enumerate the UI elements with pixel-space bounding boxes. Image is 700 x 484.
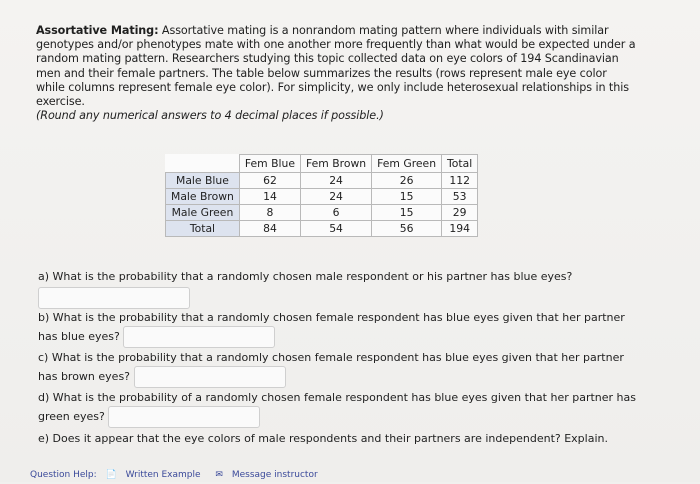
question-c-text: c) What is the probability that a randomly chosen female respondent has blue eyes given that her partner: [38, 351, 624, 364]
eye-color-table: [165, 154, 478, 237]
table-cell: 14: [239, 189, 300, 205]
col-header: Fem Blue: [239, 155, 300, 173]
question-d-text: d) What is the probability of a randomly chosen female respondent has blue eyes given that her partner has: [38, 391, 637, 404]
table-row: [166, 173, 478, 189]
table-row: [166, 189, 478, 205]
question-d-text-cont: green eyes?: [38, 410, 105, 423]
col-header: Total: [442, 155, 478, 173]
table-row: [166, 205, 478, 221]
answer-a-input[interactable]: [38, 287, 190, 309]
table-cell: 15: [372, 205, 442, 221]
question-e: [38, 430, 638, 447]
row-header: Male Brown: [166, 189, 240, 205]
row-header: Total: [166, 221, 240, 237]
question-help-label: Question Help:: [30, 470, 97, 480]
rounding-note: (Round any numerical answers to 4 decimal places if possible.): [36, 109, 384, 123]
table-cell: 56: [372, 221, 442, 237]
table-cell: 6: [301, 205, 372, 221]
table-cell: 62: [239, 173, 300, 189]
table-cell: 112: [442, 173, 478, 189]
table-cell: 24: [301, 173, 372, 189]
question-a-text: a) What is the probability that a randomly chosen male respondent or his partner has blue eyes?: [38, 270, 573, 283]
question-a: [38, 268, 638, 285]
written-example-label: Written Example: [125, 470, 201, 480]
table-cell: 53: [442, 189, 478, 205]
intro-title: Assortative Mating:: [36, 24, 159, 37]
table-row: [166, 221, 478, 237]
table-cell: 54: [301, 221, 372, 237]
question-d: [38, 389, 638, 428]
mail-icon: ✉: [215, 470, 223, 480]
table-cell: 194: [442, 221, 478, 237]
table-corner: [166, 155, 240, 173]
intro-body: Assortative mating is a nonrandom mating pattern where individuals with similar genotypes and/or phenotypes mate with one another more frequently than what would be expected under a random mating pattern. Researchers studying this topic collected data on eye colors of 194 Scandinavian men and their female partners. The table below summarizes the results (rows represent male eye color while columns represent female eye color). For simplicity, we only include heterosexual relationships in this exercise.: [36, 24, 636, 109]
question-c: [38, 349, 638, 388]
question-b-text: b) What is the probability that a randomly chosen female respondent has blue eyes given that her partner: [38, 311, 625, 324]
problem-intro: [36, 24, 636, 123]
question-e-text: e) Does it appear that the eye colors of male respondents and their partners are independent? Explain.: [38, 432, 608, 445]
table-cell: 84: [239, 221, 300, 237]
question-c-text-cont: has brown eyes?: [38, 370, 131, 383]
table-cell: 29: [442, 205, 478, 221]
answer-d-input[interactable]: [108, 406, 260, 428]
table-header-row: [166, 155, 478, 173]
col-header: Fem Green: [372, 155, 442, 173]
question-b-text-cont: has blue eyes?: [38, 330, 120, 343]
written-example-link[interactable]: [106, 470, 210, 480]
message-instructor-label: Message instructor: [231, 470, 318, 480]
question-b: [38, 309, 638, 348]
document-icon: 📄: [105, 470, 117, 480]
table-cell: 24: [301, 189, 372, 205]
table-cell: 8: [239, 205, 300, 221]
answer-c-input[interactable]: [134, 366, 286, 388]
answer-b-input[interactable]: [123, 326, 275, 348]
table-cell: 15: [372, 189, 442, 205]
message-instructor-link[interactable]: [215, 470, 323, 480]
col-header: Fem Brown: [301, 155, 372, 173]
row-header: Male Blue: [166, 173, 240, 189]
row-header: Male Green: [166, 205, 240, 221]
table-cell: 26: [372, 173, 442, 189]
